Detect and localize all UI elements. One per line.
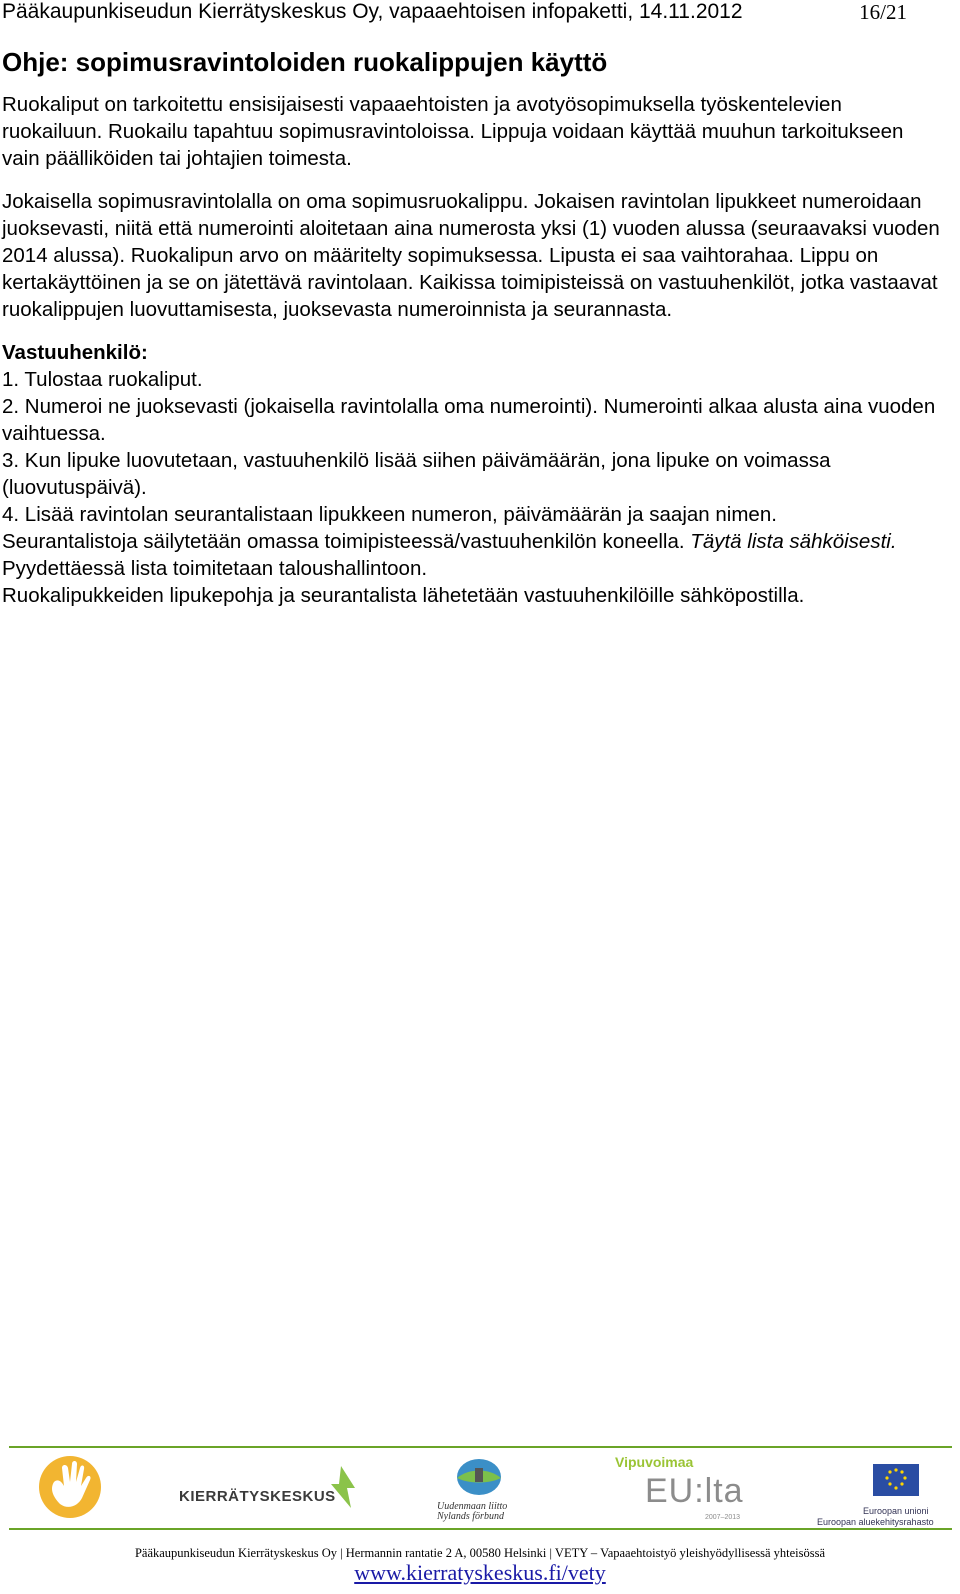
- responsible-person-section: [2, 339, 942, 609]
- header-title: Pääkaupunkiseudun Kierrätyskeskus Oy, vapaaehtoisen infopaketti, 14.11.2012: [2, 0, 743, 23]
- step-4: 4. Lisää ravintolan seurantalistaan lipukkeen numeron, päivämäärän ja saajan nimen.: [2, 503, 777, 526]
- kierratyskeskus-logo-text: KIERRÄTYSKESKUS: [179, 1488, 336, 1505]
- vipuvoimaa-text: Vipuvoimaa: [615, 1454, 694, 1470]
- page-number: 16/21: [859, 0, 907, 24]
- document-body: [2, 46, 942, 609]
- tracking-note-part2: Pyydettäessä lista toimitetaan taloushallintoon.: [2, 557, 428, 580]
- tracking-note-italic: Täytä lista sähköisesti.: [690, 530, 897, 553]
- eu-logo: [817, 1454, 947, 1527]
- uusimaa-line-2: Nylands förbund: [437, 1511, 504, 1522]
- hand-icon: [32, 1454, 112, 1520]
- uusimaa-logo: [431, 1454, 531, 1520]
- step-2: 2. Numeroi ne juoksevasti (jokaisella ravintolalla oma numerointi). Numerointi alkaa alusta aina vuoden vaihtuessa.: [2, 395, 936, 445]
- tracking-note: [2, 528, 942, 582]
- recycle-icon: [321, 1462, 361, 1518]
- eu-flag-icon: [873, 1464, 919, 1496]
- page-header: [2, 0, 907, 26]
- paragraph-intro: Ruokaliput on tarkoitettu ensisijaisesti vapaaehtoisten ja avotyösopimuksella työskentelevien ruokailuun. Ruokailu tapahtuu sopimusravintoloissa. Lippuja voidaan käyttää muuhun tarkoitukseen vain päälliköiden tai johtajien toimesta.: [2, 93, 904, 170]
- page-title: Ohje: sopimusravintoloiden ruokalippujen käyttö: [2, 47, 608, 77]
- eu-union-text: Euroopan unioni: [863, 1506, 929, 1516]
- uusimaa-logo-text: [437, 1502, 527, 1522]
- step-1: 1. Tulostaa ruokaliput.: [2, 368, 203, 391]
- uusimaa-line-1: Uudenmaan liitto: [437, 1501, 508, 1512]
- kierratyskeskus-logo: [179, 1454, 364, 1520]
- responsible-person-label: Vastuuhenkilö:: [2, 341, 148, 364]
- closing-line: Ruokalipukkeiden lipukepohja ja seurantalista lähetetään vastuuhenkilöille sähköpostilla.: [2, 584, 805, 607]
- tracking-note-part1: Seurantalistoja säilytetään omassa toimipisteessä/vastuuhenkilön koneella.: [2, 530, 691, 553]
- footer-url-link[interactable]: www.kierratyskeskus.fi/vety: [354, 1560, 606, 1585]
- eu-lta-text: EU:lta: [645, 1472, 744, 1510]
- paragraph-rules: Jokaisella sopimusravintolalla on oma sopimusruokalippu. Jokaisen ravintolan lipukkeet numeroidaan juoksevasti, niitä että numerointi aloitetaan aina numerosta yksi (1) vuoden alussa (seuraavaksi vuoden 2014 alussa). Ruokalipun arvo on määritelty sopimuksessa. Lipusta ei saa vaihtorahaa. Lippu on kertakäyttöinen ja se on jätettävä ravintolaan. Kaikissa toimipisteissä on vastuuhenkilöt, jotka vastaavat ruokalippujen luovuttamisesta, juoksevasta numeroinnista ja seurannasta.: [2, 190, 940, 321]
- vipuvoimaa-logo: [605, 1454, 765, 1520]
- vipu-years-text: 2007–2013: [705, 1514, 741, 1521]
- uusimaa-emblem-icon: [449, 1454, 509, 1500]
- footer-address: Pääkaupunkiseudun Kierrätyskeskus Oy | Hermannin rantatie 2 A, 00580 Helsinki | VETY – Vapaaehtoistyö yleishyödyllisessä yhteisössä: [134, 1546, 826, 1560]
- eu-fund-text: Euroopan aluekehitysrahasto: [817, 1517, 934, 1527]
- step-3: 3. Kun lipuke luovutetaan, vastuuhenkilö lisää siihen päivämäärän, jona lipuke on voimassa (luovutuspäivä).: [2, 449, 831, 499]
- hand-logo: [32, 1454, 112, 1520]
- logo-band: [9, 1446, 952, 1530]
